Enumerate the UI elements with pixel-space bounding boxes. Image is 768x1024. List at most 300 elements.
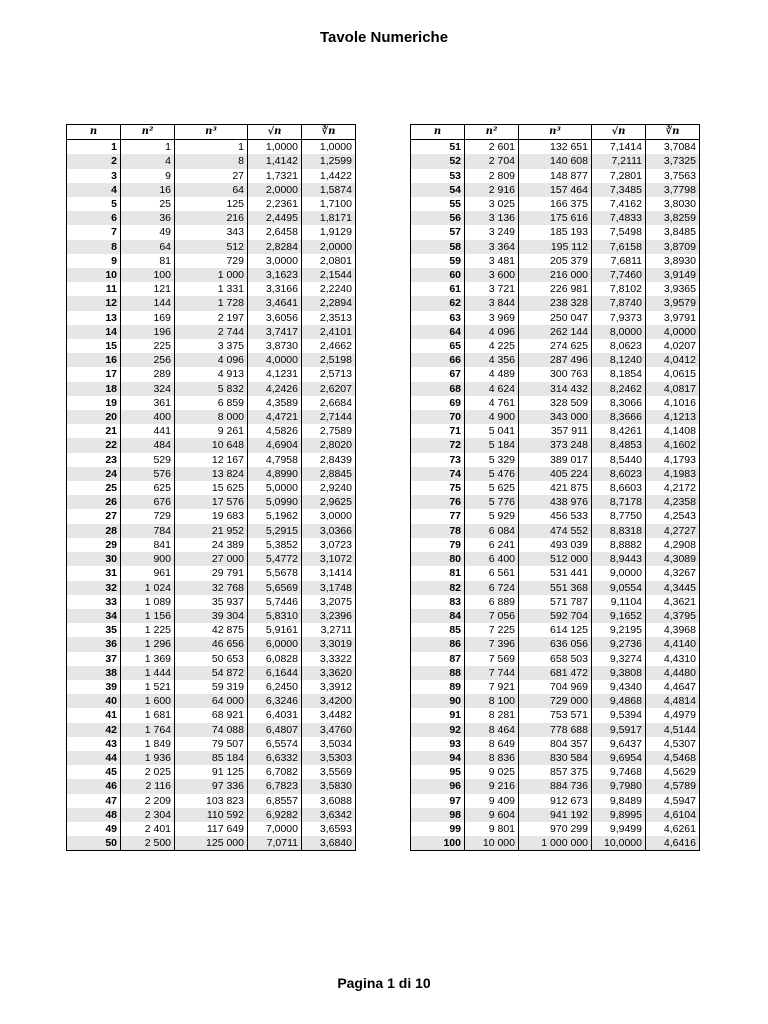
cell-n-squared: 7 921 [465,680,519,694]
cell-n-squared: 8 649 [465,737,519,751]
table-row [67,140,356,155]
cell-cube-root: 3,3019 [302,637,356,651]
cell-n-squared: 961 [121,566,175,580]
cell-n: 88 [411,666,465,680]
table-row [411,481,700,495]
cell-n-cubed: 50 653 [175,652,248,666]
cell-square-root: 3,4641 [248,296,302,310]
cell-cube-root: 3,5034 [302,737,356,751]
cell-square-root: 5,1962 [248,509,302,523]
cell-cube-root: 4,1213 [646,410,700,424]
cell-n-cubed: 17 576 [175,495,248,509]
table-row [411,424,700,438]
cell-n: 35 [67,623,121,637]
cell-cube-root: 4,3795 [646,609,700,623]
cell-square-root: 4,8990 [248,467,302,481]
cell-n-squared: 64 [121,240,175,254]
table-row [67,822,356,836]
cell-cube-root: 2,0000 [302,240,356,254]
cell-square-root: 10,0000 [592,836,646,851]
cell-n-squared: 6 561 [465,566,519,580]
cell-cube-root: 4,5144 [646,723,700,737]
table-row [411,140,700,155]
cell-cube-root: 1,7100 [302,197,356,211]
cell-n-squared: 729 [121,509,175,523]
table-row [67,808,356,822]
cell-n: 33 [67,595,121,609]
cell-n: 66 [411,353,465,367]
cell-n-cubed: 614 125 [519,623,592,637]
table-row [411,737,700,751]
table-row [411,240,700,254]
table-body-left [67,140,356,851]
table-row [411,637,700,651]
cell-n-cubed: 4 096 [175,353,248,367]
cell-square-root: 4,2426 [248,382,302,396]
cell-n-cubed: 132 651 [519,140,592,155]
cell-n-cubed: 46 656 [175,637,248,651]
cell-n-squared: 2 025 [121,765,175,779]
cell-n-squared: 9 216 [465,779,519,793]
cell-n: 89 [411,680,465,694]
cell-square-root: 6,4807 [248,723,302,737]
cell-cube-root: 3,0000 [302,509,356,523]
cell-n-cubed: 226 981 [519,282,592,296]
cell-cube-root: 3,9579 [646,296,700,310]
cell-cube-root: 4,5947 [646,794,700,808]
header-n-cubed: n³ [175,125,248,140]
table-row [67,382,356,396]
table-row [411,680,700,694]
cell-n-cubed: 27 000 [175,552,248,566]
cell-n-cubed: 456 533 [519,509,592,523]
table-row [411,652,700,666]
cell-n-cubed: 8 000 [175,410,248,424]
cell-n-squared: 289 [121,367,175,381]
cell-n-squared: 4 [121,154,175,168]
table-row [67,225,356,239]
cell-n-cubed: 250 047 [519,311,592,325]
cell-n-squared: 10 000 [465,836,519,851]
table-row [67,410,356,424]
cell-n-cubed: 681 472 [519,666,592,680]
cell-cube-root: 3,6088 [302,794,356,808]
table-row [411,566,700,580]
cell-n: 22 [67,438,121,452]
cell-n: 23 [67,453,121,467]
cell-square-root: 6,2450 [248,680,302,694]
cell-n: 24 [67,467,121,481]
cell-n-squared: 3 364 [465,240,519,254]
cell-cube-root: 2,4101 [302,325,356,339]
table-row [411,595,700,609]
cell-cube-root: 4,3267 [646,566,700,580]
cell-n: 99 [411,822,465,836]
cell-n-squared: 4 761 [465,396,519,410]
cell-square-root: 2,0000 [248,183,302,197]
cell-n-squared: 2 209 [121,794,175,808]
cell-cube-root: 4,6104 [646,808,700,822]
cell-n: 54 [411,183,465,197]
cell-n: 32 [67,581,121,595]
cell-n-squared: 196 [121,325,175,339]
cell-n-cubed: 32 768 [175,581,248,595]
cell-n-cubed: 79 507 [175,737,248,751]
cell-n-squared: 100 [121,268,175,282]
cell-n-cubed: 2 197 [175,311,248,325]
cell-square-root: 5,5678 [248,566,302,580]
cell-n: 43 [67,737,121,751]
cell-n-squared: 9 801 [465,822,519,836]
cell-square-root: 6,0000 [248,637,302,651]
cell-square-root: 9,8489 [592,794,646,808]
cell-n-squared: 5 776 [465,495,519,509]
table-row [67,836,356,851]
cell-cube-root: 2,3513 [302,311,356,325]
cell-square-root: 6,7082 [248,765,302,779]
cell-n-squared: 1 444 [121,666,175,680]
cell-cube-root: 4,4140 [646,637,700,651]
cell-square-root: 5,9161 [248,623,302,637]
cell-n: 4 [67,183,121,197]
cell-n: 14 [67,325,121,339]
cell-n-squared: 9 [121,169,175,183]
cell-n-squared: 2 304 [121,808,175,822]
cell-cube-root: 4,2908 [646,538,700,552]
cell-cube-root: 4,3621 [646,595,700,609]
header-square-root: √n [592,125,646,140]
cell-n-squared: 3 481 [465,254,519,268]
cell-n-cubed: 97 336 [175,779,248,793]
table-row [67,694,356,708]
cell-square-root: 8,3066 [592,396,646,410]
cell-n: 80 [411,552,465,566]
cell-cube-root: 3,0366 [302,524,356,538]
cell-n-cubed: 64 [175,183,248,197]
cell-square-root: 6,0828 [248,652,302,666]
cell-n: 57 [411,225,465,239]
cell-square-root: 8,1854 [592,367,646,381]
table-row [411,836,700,851]
cell-n: 56 [411,211,465,225]
cell-cube-root: 3,9149 [646,268,700,282]
cell-n-squared: 441 [121,424,175,438]
table-row [411,524,700,538]
cell-n-cubed: 9 261 [175,424,248,438]
table-row [411,723,700,737]
cell-n: 64 [411,325,465,339]
table-row [411,154,700,168]
cell-n: 5 [67,197,121,211]
cell-n-squared: 25 [121,197,175,211]
cell-n-cubed: 274 625 [519,339,592,353]
cell-n-squared: 7 396 [465,637,519,651]
table-row [411,509,700,523]
cell-cube-root: 3,7084 [646,140,700,155]
cell-cube-root: 3,4200 [302,694,356,708]
cell-n: 94 [411,751,465,765]
table-row [67,481,356,495]
cell-n-cubed: 110 592 [175,808,248,822]
cell-n-cubed: 74 088 [175,723,248,737]
cell-n-cubed: 884 736 [519,779,592,793]
cell-cube-root: 4,5468 [646,751,700,765]
cell-square-root: 9,8995 [592,808,646,822]
cell-cube-root: 1,2599 [302,154,356,168]
cell-cube-root: 4,5789 [646,779,700,793]
cell-cube-root: 2,1544 [302,268,356,282]
cell-n: 59 [411,254,465,268]
cell-cube-root: 4,3445 [646,581,700,595]
cell-cube-root: 3,3322 [302,652,356,666]
cell-cube-root: 3,8485 [646,225,700,239]
cell-n: 67 [411,367,465,381]
cell-n-cubed: 592 704 [519,609,592,623]
cell-n-squared: 361 [121,396,175,410]
cell-n-cubed: 175 616 [519,211,592,225]
cell-n: 31 [67,566,121,580]
cell-cube-root: 4,2543 [646,509,700,523]
cell-n: 95 [411,765,465,779]
cell-n-squared: 8 100 [465,694,519,708]
cell-n: 82 [411,581,465,595]
cell-n-cubed: 185 193 [519,225,592,239]
cell-cube-root: 2,0801 [302,254,356,268]
cell-n-cubed: 1 [175,140,248,155]
table-row [67,367,356,381]
cell-cube-root: 1,5874 [302,183,356,197]
cell-n-squared: 1 369 [121,652,175,666]
cell-n-cubed: 389 017 [519,453,592,467]
cell-n: 47 [67,794,121,808]
cell-n: 18 [67,382,121,396]
cell-square-root: 5,8310 [248,609,302,623]
cell-n: 3 [67,169,121,183]
cell-n-squared: 1 156 [121,609,175,623]
cell-n-squared: 8 464 [465,723,519,737]
cell-n-cubed: 5 832 [175,382,248,396]
table-row [411,438,700,452]
cell-n-squared: 4 225 [465,339,519,353]
cell-n-squared: 1 936 [121,751,175,765]
cell-n: 79 [411,538,465,552]
cell-square-root: 7,7460 [592,268,646,282]
cell-n: 10 [67,268,121,282]
cell-square-root: 5,6569 [248,581,302,595]
cell-n-cubed: 830 584 [519,751,592,765]
cell-square-root: 9,4340 [592,680,646,694]
cell-cube-root: 1,0000 [302,140,356,155]
cell-square-root: 9,1104 [592,595,646,609]
cell-cube-root: 3,5830 [302,779,356,793]
cell-n-squared: 144 [121,296,175,310]
cell-n-squared: 225 [121,339,175,353]
cell-square-root: 8,5440 [592,453,646,467]
cell-n-squared: 3 844 [465,296,519,310]
cell-n-cubed: 54 872 [175,666,248,680]
cell-n-squared: 625 [121,481,175,495]
cell-square-root: 4,6904 [248,438,302,452]
cell-n-cubed: 238 328 [519,296,592,310]
cell-square-root: 8,8882 [592,538,646,552]
cell-cube-root: 3,7325 [646,154,700,168]
cell-cube-root: 3,8709 [646,240,700,254]
cell-square-root: 6,3246 [248,694,302,708]
cell-n-cubed: 1 331 [175,282,248,296]
cell-n-cubed: 1 000 [175,268,248,282]
table-row [411,367,700,381]
table-row [411,268,700,282]
cell-square-root: 5,4772 [248,552,302,566]
table-row [67,254,356,268]
cell-cube-root: 3,6593 [302,822,356,836]
cell-n-cubed: 27 [175,169,248,183]
cell-square-root: 8,8318 [592,524,646,538]
cell-square-root: 5,3852 [248,538,302,552]
cell-n: 38 [67,666,121,680]
cell-cube-root: 2,2240 [302,282,356,296]
cell-n: 92 [411,723,465,737]
cell-n-squared: 1 764 [121,723,175,737]
cell-square-root: 9,1652 [592,609,646,623]
cell-cube-root: 4,0615 [646,367,700,381]
cell-n-squared: 5 041 [465,424,519,438]
table-row [67,765,356,779]
cell-n-cubed: 19 683 [175,509,248,523]
cell-n: 72 [411,438,465,452]
cell-square-root: 9,0000 [592,566,646,580]
cell-n-squared: 2 500 [121,836,175,851]
cell-n-cubed: 658 503 [519,652,592,666]
page-title: Tavole Numeriche [319,29,449,46]
cell-n-cubed: 117 649 [175,822,248,836]
table-row [67,538,356,552]
cell-square-root: 9,3274 [592,652,646,666]
table-row [411,808,700,822]
cell-square-root: 8,7178 [592,495,646,509]
cell-n: 2 [67,154,121,168]
cell-cube-root: 2,6684 [302,396,356,410]
cell-square-root: 8,6023 [592,467,646,481]
cell-n-cubed: 59 319 [175,680,248,694]
table-row [67,183,356,197]
cell-n: 85 [411,623,465,637]
cell-square-root: 2,6458 [248,225,302,239]
cell-n: 76 [411,495,465,509]
cell-n: 39 [67,680,121,694]
cell-square-root: 9,4868 [592,694,646,708]
cell-n-squared: 7 056 [465,609,519,623]
cell-cube-root: 3,7798 [646,183,700,197]
cell-cube-root: 4,3089 [646,552,700,566]
numeric-table-right [410,124,700,851]
cell-n-squared: 7 744 [465,666,519,680]
table-row [67,325,356,339]
cell-n-squared: 256 [121,353,175,367]
table-row [67,609,356,623]
cell-square-root: 1,4142 [248,154,302,168]
cell-n-cubed: 343 [175,225,248,239]
table-row [67,779,356,793]
cell-n-squared: 3 721 [465,282,519,296]
cell-n: 71 [411,424,465,438]
cell-n-cubed: 216 [175,211,248,225]
cell-n-cubed: 778 688 [519,723,592,737]
cell-n: 28 [67,524,121,538]
cell-n-cubed: 12 167 [175,453,248,467]
cell-cube-root: 4,1408 [646,424,700,438]
cell-cube-root: 3,1748 [302,581,356,595]
table-row [411,296,700,310]
table-row [411,495,700,509]
cell-square-root: 6,4031 [248,708,302,722]
cell-n-squared: 4 624 [465,382,519,396]
cell-cube-root: 4,0207 [646,339,700,353]
table-row [411,552,700,566]
cell-n-squared: 6 400 [465,552,519,566]
cell-cube-root: 3,9365 [646,282,700,296]
cell-n-cubed: 13 824 [175,467,248,481]
cell-n-cubed: 3 375 [175,339,248,353]
cell-n: 49 [67,822,121,836]
cell-n-squared: 1 681 [121,708,175,722]
cell-n: 34 [67,609,121,623]
cell-n: 15 [67,339,121,353]
cell-cube-root: 2,5198 [302,353,356,367]
cell-n-squared: 3 969 [465,311,519,325]
cell-cube-root: 3,5303 [302,751,356,765]
table-row [411,339,700,353]
cell-n-squared: 676 [121,495,175,509]
cell-n: 37 [67,652,121,666]
cell-square-root: 6,7823 [248,779,302,793]
cell-n-squared: 2 704 [465,154,519,168]
cell-n-cubed: 157 464 [519,183,592,197]
table-row [67,353,356,367]
cell-n: 98 [411,808,465,822]
cell-cube-root: 2,2894 [302,296,356,310]
table-row [67,424,356,438]
cell-n: 83 [411,595,465,609]
cell-n: 58 [411,240,465,254]
table-row [411,225,700,239]
cell-cube-root: 2,9625 [302,495,356,509]
cell-n-cubed: 85 184 [175,751,248,765]
cell-n-squared: 169 [121,311,175,325]
cell-n-squared: 9 025 [465,765,519,779]
cell-n-cubed: 531 441 [519,566,592,580]
cell-n-squared: 3 136 [465,211,519,225]
cell-n-squared: 8 281 [465,708,519,722]
cell-square-root: 5,7446 [248,595,302,609]
cell-n: 29 [67,538,121,552]
cell-n-squared: 529 [121,453,175,467]
cell-n-squared: 6 241 [465,538,519,552]
cell-cube-root: 3,3912 [302,680,356,694]
cell-n-cubed: 729 [175,254,248,268]
cell-cube-root: 4,2172 [646,481,700,495]
cell-cube-root: 3,6840 [302,836,356,851]
cell-n: 21 [67,424,121,438]
table-row [67,197,356,211]
cell-n: 74 [411,467,465,481]
cell-square-root: 7,8102 [592,282,646,296]
cell-n-cubed: 1 728 [175,296,248,310]
cell-cube-root: 3,2396 [302,609,356,623]
cell-n-cubed: 512 [175,240,248,254]
table-row [411,211,700,225]
cell-n-cubed: 941 192 [519,808,592,822]
